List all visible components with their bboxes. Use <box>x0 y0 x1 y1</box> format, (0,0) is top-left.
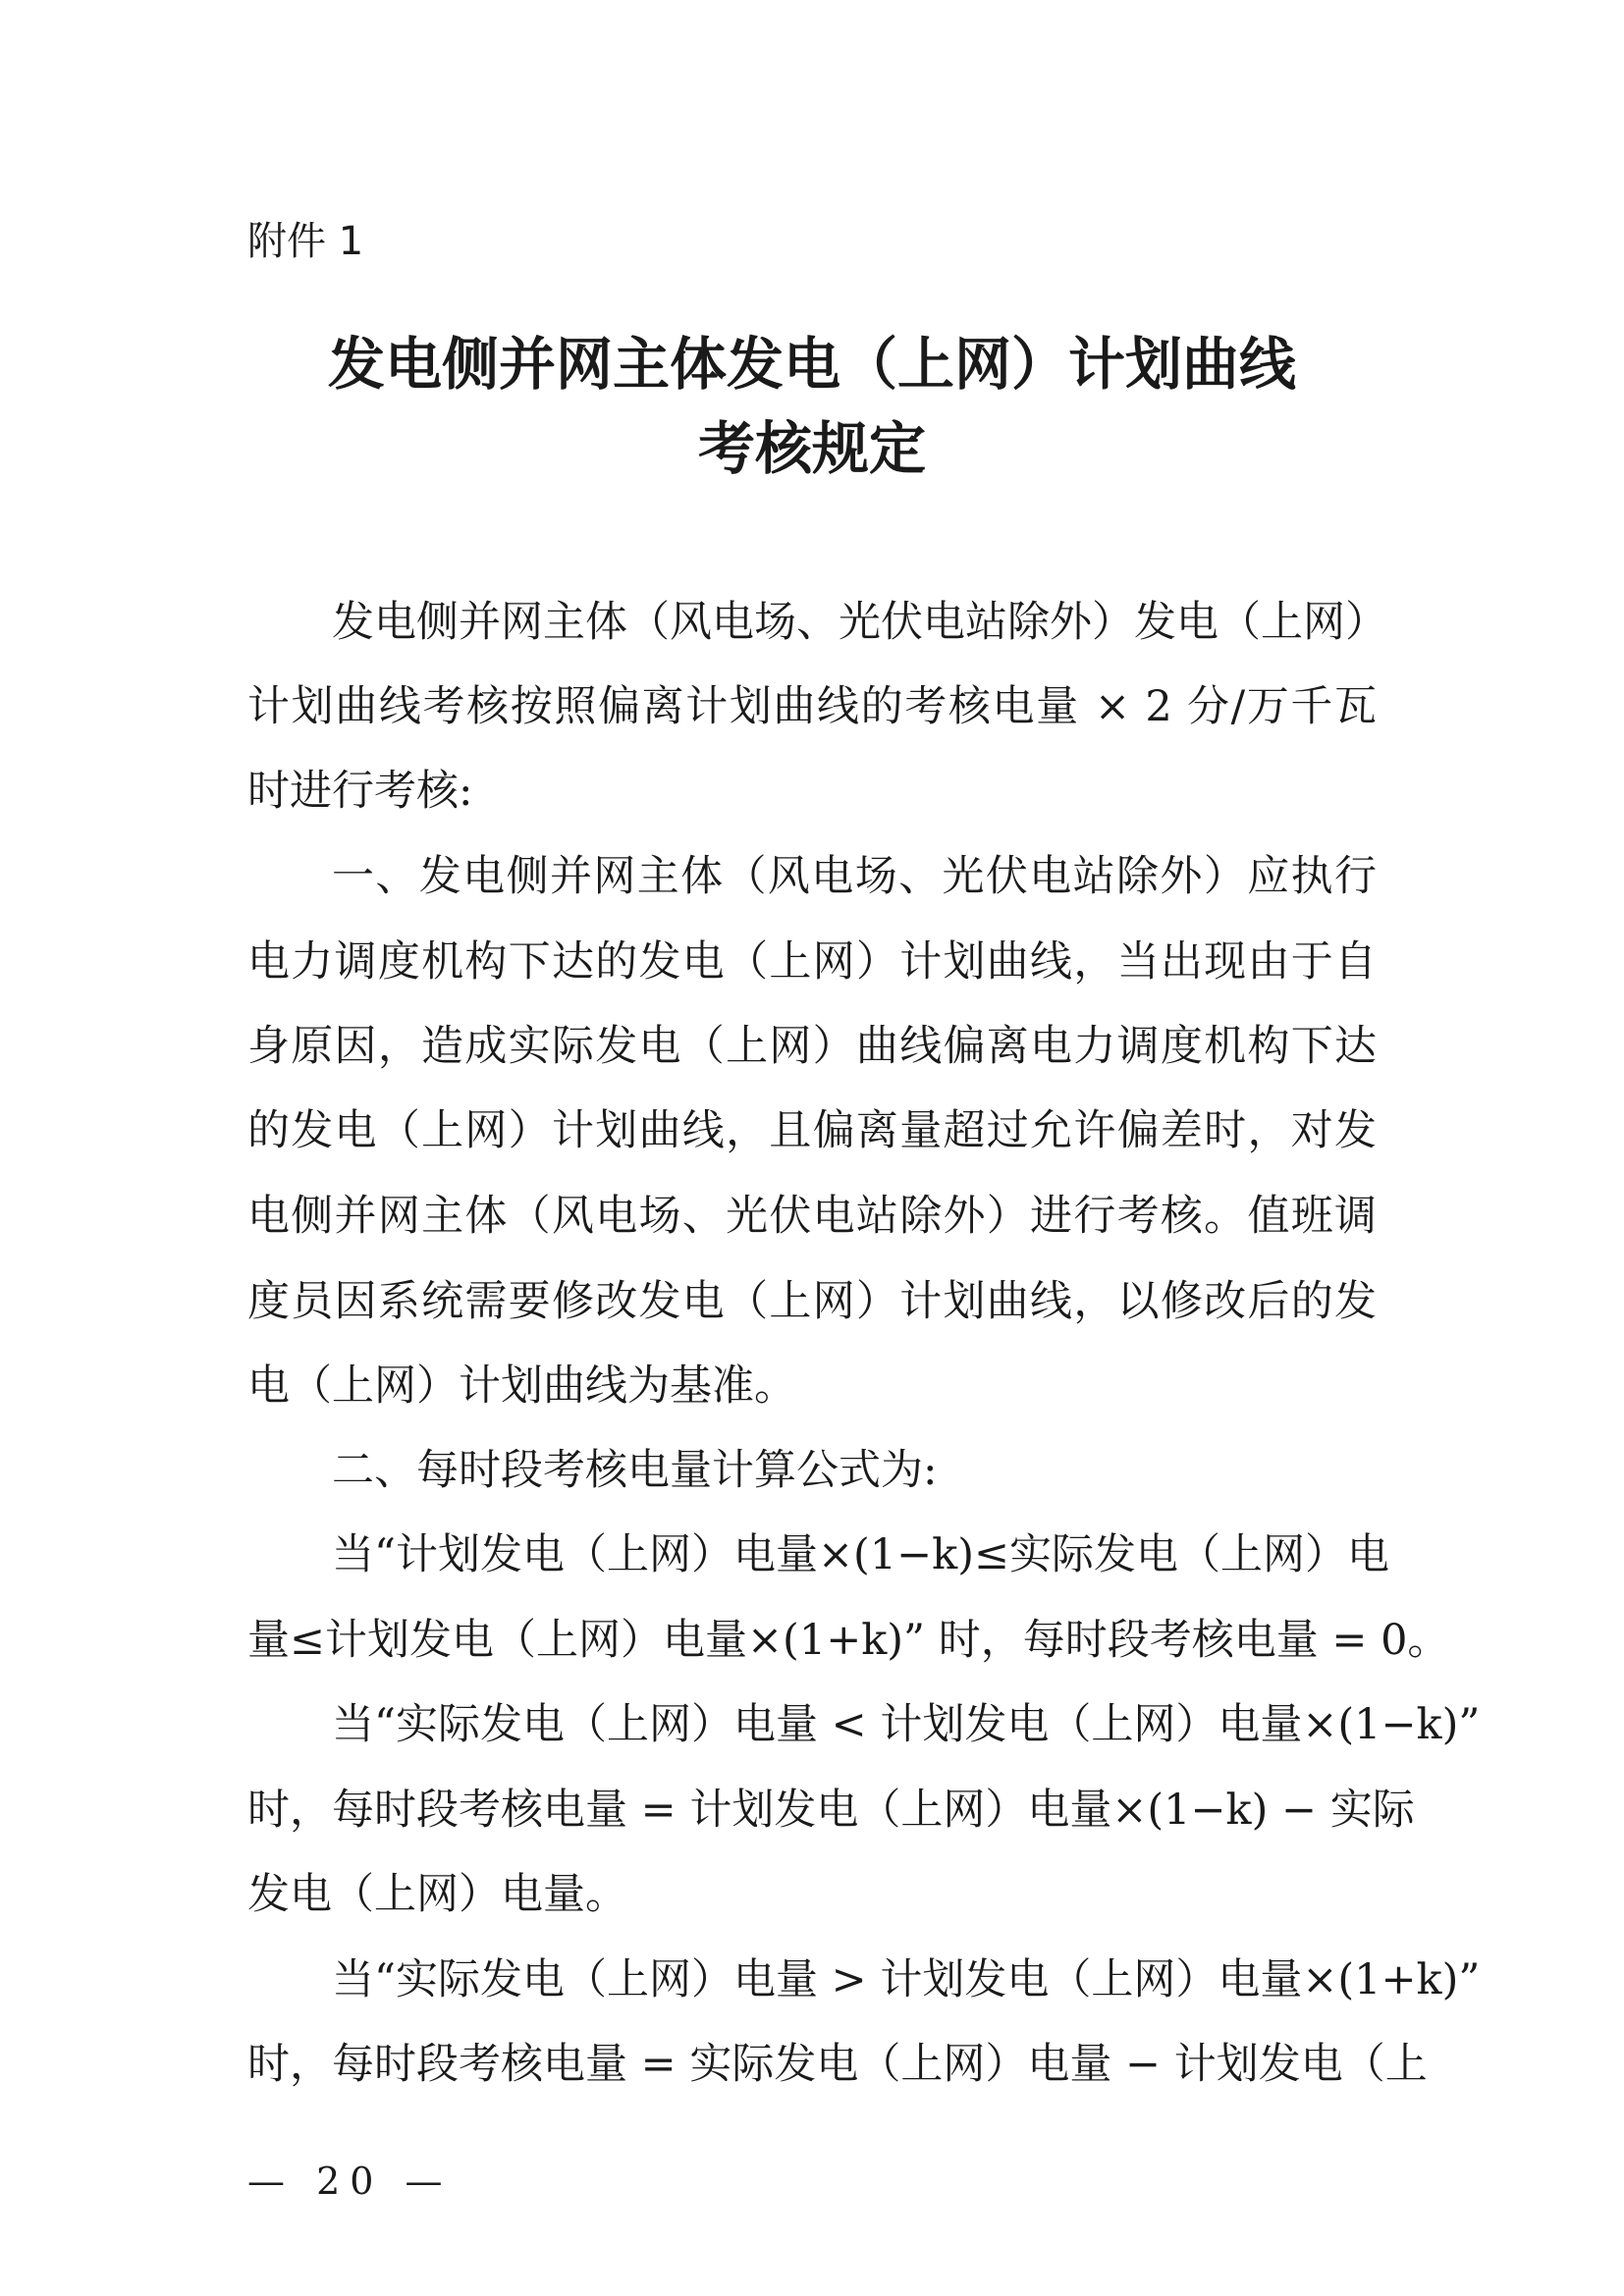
formula-case-2-line-2: 时，每时段考核电量 = 计划发电（上网）电量×(1−k) − 实际 <box>247 1786 1415 1835</box>
title-line-1: 发电侧并网主体发电（上网）计划曲线 <box>327 331 1296 398</box>
section-one-line-7: 电（上网）计划曲线为基准。 <box>247 1362 796 1411</box>
formula-case-1-line-2: 量≤计划发电（上网）电量×(1+k)” 时，每时段考核电量 = 0。 <box>247 1616 1450 1665</box>
section-one-line-6: 度员因系统需要修改发电（上网）计划曲线，以修改后的发 <box>247 1277 1377 1326</box>
section-one-line-2: 电力调度机构下达的发电（上网）计划曲线，当出现由于自 <box>247 937 1377 987</box>
paragraph-intro-line-3: 时进行考核: <box>247 767 473 816</box>
paragraph-intro-line-1: 发电侧并网主体（风电场、光伏电站除外）发电（上网） <box>332 598 1387 647</box>
page-number: — 20 — <box>247 2160 453 2203</box>
formula-case-1-line-1: 当“计划发电（上网）电量×(1−k)≤实际发电（上网）电 <box>332 1530 1390 1579</box>
title-line-2: 考核规定 <box>697 415 926 482</box>
section-one-line-3: 身原因，造成实际发电（上网）曲线偏离电力调度机构下达 <box>247 1022 1377 1071</box>
section-one-line-4: 的发电（上网）计划曲线，且偏离量超过允许偏差时，对发 <box>247 1106 1377 1155</box>
attachment-label: 附件 1 <box>247 219 364 264</box>
paragraph-intro-line-2: 计划曲线考核按照偏离计划曲线的考核电量 × 2 分/万千瓦 <box>247 682 1377 731</box>
formula-case-2-line-3: 发电（上网）电量。 <box>247 1870 627 1919</box>
section-two-heading: 二、每时段考核电量计算公式为: <box>332 1446 938 1495</box>
section-one-line-5: 电侧并网主体（风电场、光伏电站除外）进行考核。值班调 <box>247 1192 1377 1241</box>
formula-case-2-line-1: 当“实际发电（上网）电量 < 计划发电（上网）电量×(1−k)” <box>332 1700 1481 1749</box>
formula-case-3-line-1: 当“实际发电（上网）电量 > 计划发电（上网）电量×(1+k)” <box>332 1955 1481 2004</box>
formula-case-3-line-2: 时，每时段考核电量 = 实际发电（上网）电量 − 计划发电（上 <box>247 2040 1428 2089</box>
section-one-line-1: 一、发电侧并网主体（风电场、光伏电站除外）应执行 <box>332 852 1377 901</box>
document-title <box>245 322 1379 491</box>
